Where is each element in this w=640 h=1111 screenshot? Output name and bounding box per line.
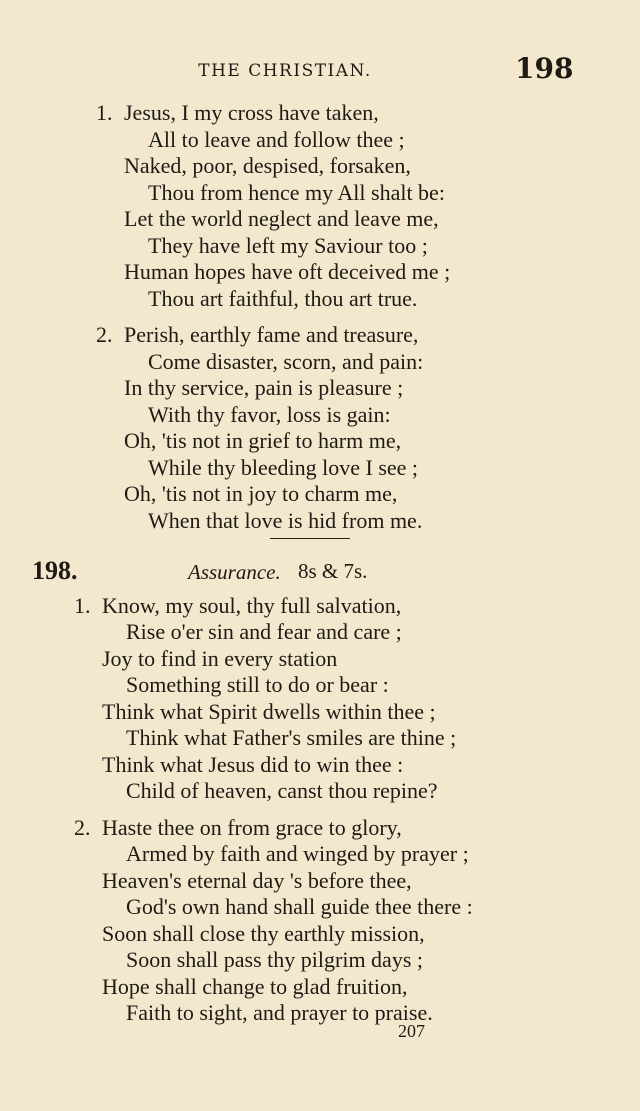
verse-line: In thy service, pain is pleasure ; xyxy=(124,375,404,400)
verse-line: Human hopes have oft deceived me ; xyxy=(124,259,451,284)
verse-line: Oh, 'tis not in joy to charm me, xyxy=(124,481,398,506)
verse-line: Haste thee on from grace to glory, xyxy=(102,815,402,840)
verse-line: Joy to find in every station xyxy=(102,646,338,671)
section-divider xyxy=(270,538,350,539)
verse-line: Child of heaven, canst thou repine? xyxy=(126,778,438,803)
verse-line: Naked, poor, despised, forsaken, xyxy=(124,153,411,178)
verse-line: Oh, 'tis not in grief to harm me, xyxy=(124,428,402,453)
verse-line: Armed by faith and winged by prayer ; xyxy=(126,841,469,866)
hymn-number: 198. xyxy=(32,556,78,585)
verse-line: Rise o'er sin and fear and care ; xyxy=(126,619,402,644)
verse-line: Faith to sight, and prayer to praise. xyxy=(126,1000,433,1025)
verse-line: Jesus, I my cross have taken, xyxy=(124,100,379,125)
hymn-title: Assurance. xyxy=(188,560,281,584)
verse-line: While thy bleeding love I see ; xyxy=(148,455,419,480)
verse-line: Soon shall close thy earthly mission, xyxy=(102,921,425,946)
verse-line: Let the world neglect and leave me, xyxy=(124,206,439,231)
stanza-number: 2. xyxy=(96,322,113,347)
verse-line: Know, my soul, thy full salvation, xyxy=(102,593,402,618)
verse-line: They have left my Saviour too ; xyxy=(148,233,428,258)
verse-line: Thou art faithful, thou art true. xyxy=(148,286,418,311)
hymn-meter: 8s & 7s. xyxy=(298,559,368,583)
verse-line: Think what Spirit dwells within thee ; xyxy=(102,699,436,724)
verse-line: Soon shall pass thy pilgrim days ; xyxy=(126,947,423,972)
stanza-number: 2. xyxy=(74,815,91,840)
verse-line: Heaven's eternal day 's before thee, xyxy=(102,868,412,893)
verse-line: With thy favor, loss is gain: xyxy=(148,402,391,427)
verse-line: When that love is hid from me. xyxy=(148,508,423,533)
footer-page-number: 207 xyxy=(398,1021,425,1041)
verse-line: Think what Father's smiles are thine ; xyxy=(126,725,457,750)
verse-line: Something still to do or bear : xyxy=(126,672,389,697)
verse-line: All to leave and follow thee ; xyxy=(148,127,405,152)
verse-line: Perish, earthly fame and treasure, xyxy=(124,322,419,347)
stanza-number: 1. xyxy=(74,593,91,618)
verse-line: Think what Jesus did to win thee : xyxy=(102,752,404,777)
verse-line: Hope shall change to glad fruition, xyxy=(102,974,408,999)
running-header-title: THE CHRISTIAN. xyxy=(198,61,372,81)
running-header-page-number: 198 xyxy=(515,52,574,85)
verse-line: Come disaster, scorn, and pain: xyxy=(148,349,424,374)
stanza-number: 1. xyxy=(96,100,113,125)
verse-line: God's own hand shall guide thee there : xyxy=(126,894,473,919)
verse-line: Thou from hence my All shalt be: xyxy=(148,180,445,205)
